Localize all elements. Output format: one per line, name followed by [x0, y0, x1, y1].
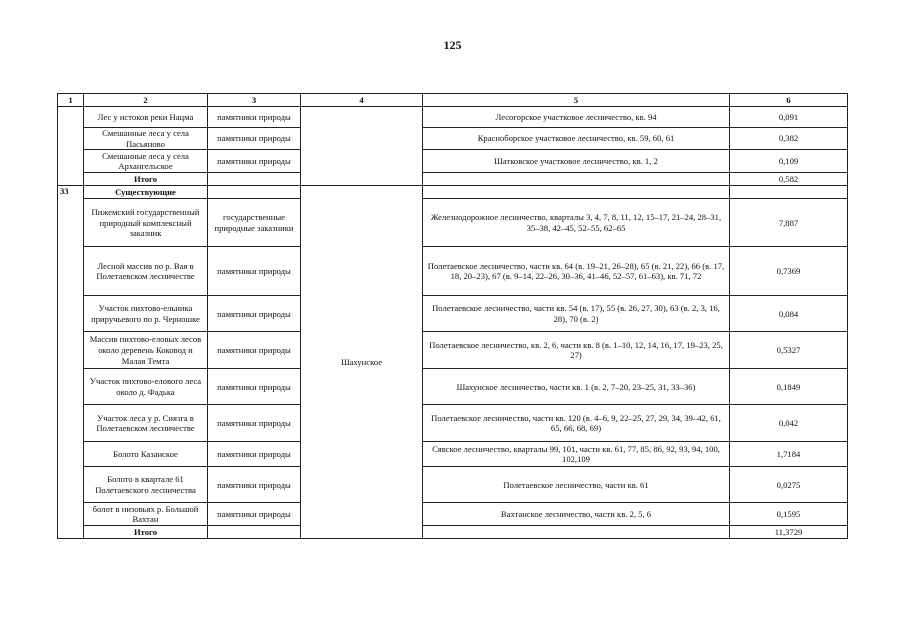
category-cell: памятники природы [208, 247, 301, 296]
number-cell [58, 107, 84, 186]
area-cell: 0,042 [730, 405, 848, 442]
col-header-3: 3 [208, 94, 301, 107]
category-cell: памятники природы [208, 128, 301, 150]
table-row [58, 199, 848, 247]
empty-cell [208, 526, 301, 539]
table-row [58, 442, 848, 467]
total-area: 0,582 [730, 173, 848, 186]
col-header-1: 1 [58, 94, 84, 107]
category-cell: памятники природы [208, 442, 301, 467]
district-cell [301, 107, 423, 186]
forestry-cell: Сявское лесничество, кварталы 99, 101, части кв. 61, 77, 85, 86, 92, 93, 94, 100, 102,109 [423, 442, 730, 467]
name-cell: Болото в квартале 61 Полетаевского лесничества [84, 467, 208, 503]
table-row [58, 332, 848, 369]
name-cell: Лесной массив по р. Вая в Полетаевском лесничестве [84, 247, 208, 296]
category-cell: памятники природы [208, 503, 301, 526]
area-cell: 0,0275 [730, 467, 848, 503]
name-cell: Болото Казанское [84, 442, 208, 467]
name-cell: Смешанные леса у села Пасьяново [84, 128, 208, 150]
name-cell: Лес у истоков реки Нацма [84, 107, 208, 128]
name-cell: Пижемский государственный природный комплексный заказник [84, 199, 208, 247]
category-cell: памятники природы [208, 296, 301, 332]
table-row [58, 503, 848, 526]
area-cell: 0,091 [730, 107, 848, 128]
name-cell: Участок леса у р. Сиязга в Полетаевском лесничестве [84, 405, 208, 442]
group-label: Существующие [84, 186, 208, 199]
area-cell: 0,1849 [730, 369, 848, 405]
forestry-cell: Полетаевское лесничество, части кв. 61 [423, 467, 730, 503]
col-header-5: 5 [423, 94, 730, 107]
col-header-4: 4 [301, 94, 423, 107]
forestry-cell: Полетаевское лесничество, кв. 2, 6, части кв. 8 (в. 1–10, 12, 14, 16, 17, 19–23, 25, 27) [423, 332, 730, 369]
table-row [58, 107, 848, 128]
area-cell: 7,887 [730, 199, 848, 247]
forestry-cell: Красноборское участковое лесничество, кв. 59, 60, 61 [423, 128, 730, 150]
forestry-cell: Шатковское участковое лесничество, кв. 1, 2 [423, 150, 730, 173]
forestry-cell: Лесогорское участковое лесничество, кв. 94 [423, 107, 730, 128]
area-cell: 0,109 [730, 150, 848, 173]
table-row [58, 150, 848, 173]
total-label: Итого [84, 526, 208, 539]
table-row [58, 247, 848, 296]
forestry-cell: Железнодорожное лесничество, кварталы 3, 4, 7, 8, 11, 12, 15–17, 21–24, 28–31, 35–38, 42–45, 52–55, 62–65 [423, 199, 730, 247]
area-cell: 1,7184 [730, 442, 848, 467]
forestry-cell: Полетаевское лесничество, части кв. 54 (в. 17), 55 (в. 26, 27, 30), 63 (в. 2, 3, 16, 28), 70 (в. 2) [423, 296, 730, 332]
category-cell: памятники природы [208, 150, 301, 173]
empty-cell [208, 186, 301, 199]
area-cell: 0,7369 [730, 247, 848, 296]
empty-cell [423, 186, 730, 199]
empty-cell [423, 526, 730, 539]
table-row [58, 369, 848, 405]
forestry-cell: Шахунское лесничество, части кв. 1 (в. 2, 7–20, 23–25, 31, 33–36) [423, 369, 730, 405]
category-cell: государственные природные заказники [208, 199, 301, 247]
table-row [58, 467, 848, 503]
area-cell: 0,5327 [730, 332, 848, 369]
area-cell: 0,084 [730, 296, 848, 332]
name-cell: Участок пихтово-ельника приручьевого по р. Черношке [84, 296, 208, 332]
name-cell: болот в низовьях р. Большой Вахтан [84, 503, 208, 526]
name-cell: Смешанные леса у села Архангельское [84, 150, 208, 173]
area-cell: 0,382 [730, 128, 848, 150]
name-cell: Участок пихтово-елового леса около д. Фадька [84, 369, 208, 405]
page-number: 125 [443, 38, 462, 52]
col-header-2: 2 [84, 94, 208, 107]
area-cell: 0,1595 [730, 503, 848, 526]
protected-areas-table [57, 93, 848, 539]
forestry-cell: Полетаевское лесничество, части кв. 120 (в. 4–6, 9, 22–25, 27, 29, 34, 39–42, 61, 65, 66, 68, 69) [423, 405, 730, 442]
category-cell: памятники природы [208, 369, 301, 405]
group-row [58, 186, 848, 199]
empty-cell [423, 173, 730, 186]
district-cell: Шахунское [301, 186, 423, 539]
forestry-cell: Полетаевское лесничество, части кв. 64 (в. 19–21, 26–28), 65 (в. 21, 22), 66 (в. 17, 18, 20–23), 67 (в. 9–14, 22–26, 30–36, 41–46, 52–57, 61–63), кв. 71, 72 [423, 247, 730, 296]
total-label: Итого [84, 173, 208, 186]
total-row [58, 173, 848, 186]
total-row [58, 526, 848, 539]
group-number: 33 [58, 186, 84, 539]
table-row [58, 296, 848, 332]
category-cell: памятники природы [208, 467, 301, 503]
header-row [58, 94, 848, 107]
total-area: 11,3729 [730, 526, 848, 539]
empty-cell [730, 186, 848, 199]
category-cell: памятники природы [208, 107, 301, 128]
category-cell: памятники природы [208, 405, 301, 442]
table-row [58, 405, 848, 442]
col-header-6: 6 [730, 94, 848, 107]
category-cell: памятники природы [208, 332, 301, 369]
table-row [58, 128, 848, 150]
empty-cell [208, 173, 301, 186]
name-cell: Массив пихтово-еловых лесов около деревень Коковод и Малая Темта [84, 332, 208, 369]
forestry-cell: Вахтанское лесничество, части кв. 2, 5, 6 [423, 503, 730, 526]
